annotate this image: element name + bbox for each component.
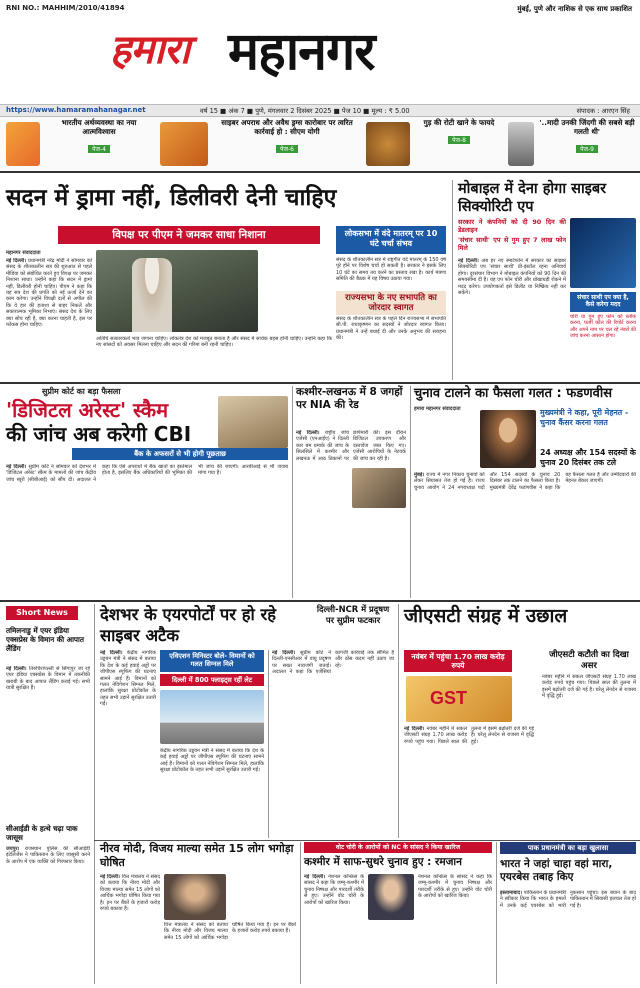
short-news-label: Short News	[6, 606, 78, 620]
editor-credit: संपादक : आरएन सिंह	[576, 107, 630, 115]
side-top-bullets	[458, 218, 566, 252]
pak-body-text: पाकिस्तान के प्रधानमंत्री ने स्वीकार किया कि भारत के हमलों में उनके कई एयरबेस को भारी नुकसान पहुंचा। इस बयान के बाद पाकिस्तान में सियासी हलचल तेज हो गई है।	[500, 890, 636, 909]
side-top-body	[458, 258, 566, 376]
section-divider-1	[0, 382, 640, 384]
teaser-4-thumb	[508, 122, 534, 166]
gst-body	[404, 726, 534, 836]
ncr-headline: दिल्ली-NCR में प्रदूषण पर सुप्रीम फटकार	[316, 604, 390, 625]
teaser-3[interactable]	[414, 118, 504, 170]
column-rule	[94, 604, 95, 984]
pak-body	[500, 890, 636, 982]
column-rule	[410, 386, 411, 598]
column-rule	[452, 180, 453, 380]
lead-body-text: प्रधानमंत्री नरेंद्र मोदी ने सोमवार को संसद के शीतकालीन सत्र की शुरुआत से पहले मीडिया को संबोधित करते हुए विपक्ष पर जमकर निशाना साधा। उन्होंने कहा कि सदन में ड्रामा नहीं, डिलीवरी होनी चाहिए। पीएम ने कहा कि यह सत्र देश की प्रगति को नई ऊर्जा देने का काम करेगा। उन्होंने विपक्षी दलों से अपील की कि वे हार की हताशा से बाहर निकलें और सकारात्मक भूमिका निभाएं। संसद देश के लिए क्या सोच रही है, क्या करना चाहती है, इस पर फोकस होना चाहिए।	[6, 258, 92, 329]
nia-headline: कश्मीर-लखनऊ में 8 जगहों पर NIA की रेड	[296, 386, 403, 411]
airport-headline: देशभर के एयरपोर्टों पर हो रहे साइबर अटैक	[100, 605, 277, 645]
pak-headline: भारत ने जहां चाहा वहां मारा, एयरबेस तबाह किए	[500, 858, 613, 883]
nia-body-text: राष्ट्रीय जांच एजेंसी (एनआईए) ने दिल्ली कार बम धमाके की जांच के सिलसिले में कश्मीर और लखनऊ में आठ ठिकानों पर छापेमारी की। इस दौरान डिजिटल उपकरण और दस्तावेज जब्त किए गए। एजेंसी आरोपियों के नेटवर्क की जांच कर रही है।	[296, 430, 406, 462]
cyber-bar: बैंक के अफसरों से भी होगी पूछताछ	[72, 448, 288, 460]
fadnavis-sub-2: 24 अध्यक्ष और 154 सदस्यों के चुनाव 20 दिसंबर तक टले	[540, 448, 636, 467]
lead-photo-figure	[132, 258, 172, 332]
kashmir-poll-body	[304, 874, 364, 982]
airport-body-continued: केंद्रीय नागरिक उड्डयन मंत्री ने संसद में बताया कि देश के कई हवाई अड्डों पर जीपीएस स्पूफिंग की घटनाएं सामने आई हैं। विमानों को गलत नेविगेशन सिग्नल मिले, हालांकि सुरक्षा प्रोटोकॉल के तहत सभी उड़ानें सुरक्षित उतारी गईं।	[160, 748, 264, 774]
column-rule	[398, 604, 399, 838]
nia-photo	[352, 468, 406, 508]
airport-body-text: केंद्रीय नागरिक उड्डयन मंत्री ने संसद में बताया कि देश के कई हवाई अड्डों पर जीपीएस स्पूफिंग की घटनाएं सामने आई हैं। विमानों को गलत नेविगेशन सिग्नल मिले, हालांकि सुरक्षा प्रोटोकॉल के तहत सभी उड़ानें सुरक्षित उतारी गईं।	[100, 650, 156, 708]
fadnavis-photo	[480, 410, 536, 468]
cyber-photo	[218, 396, 288, 448]
teaser-4-title: '..मादी उनकी जिंदगी की सबसे बड़ी गलती थी'	[539, 118, 635, 136]
nia-dateline: नई दिल्ली।	[296, 430, 320, 436]
short-news-headline-2: सीआईडी के हत्थे चढ़ा पाक जासूस	[6, 824, 78, 842]
masthead-tagline: मुंबई, पुणे और नाशिक से एक साथ प्रकाशित	[517, 5, 632, 13]
cyber-body-text: सुप्रीम कोर्ट ने सोमवार को देशभर में 'डिजिटल अरेस्ट' स्कैम के मामलों की जांच केंद्रीय जांच ब्यूरो (सीबीआई) को सौंप दी। अदालत ने कहा कि ऐसे अपराधों में बैंक खातों का इस्तेमाल होता है, इसलिए बैंक अधिकारियों की भूमिका की भी जांच की जाएगी। आरबीआई से भी जवाब मांगा गया है।	[6, 464, 288, 483]
cyber-body	[6, 464, 288, 596]
fadnavis-headline: चुनाव टालने का फैसला गलत : फडणवीस	[414, 386, 613, 401]
teaser-3-page: पेज-8	[448, 136, 470, 144]
airport-body	[100, 650, 156, 836]
fadnavis-body	[414, 472, 636, 596]
side-top-dateline: नई दिल्ली।	[458, 258, 479, 264]
short-news-body-2	[6, 846, 90, 980]
side-top-body-text: अब हर नए स्मार्टफोन में सरकार का साइबर सिक्योरिटी एप 'संचार साथी' प्री-इंस्टॉल रहना अनिवार्य होगा। दूरसंचार विभाग ने मोबाइल कंपनियों को 90 दिन की समयसीमा दी है। यह एप फोन चोरी और धोखाधड़ी रोकने में मदद करेगा। उपयोगकर्ता इसे डिलीट या निष्क्रिय नहीं कर सकेंगे।	[458, 258, 566, 297]
gst-photo-label: GST	[430, 688, 468, 708]
short-news-body-text: तिरुचिरापल्ली से सिंगापुर जा रहे एयर इंडिया एक्सप्रेस के विमान में तकनीकी खराबी के बाद आपात लैंडिंग कराई गई। सभी यात्री सुरक्षित हैं।	[6, 666, 90, 692]
side-top-phone-image	[570, 218, 636, 288]
masthead-title-black: महानगर	[228, 22, 375, 82]
short-news-body	[6, 666, 90, 816]
short-news-headline: तमिलनाडु में एयर इंडिया एक्सप्रेस के विमान की आपात लैंडिंग	[6, 626, 84, 653]
fadnavis-sub-1: मुख्यमंत्री ने कहा, पूरी मेहनत - चुनाव कैंसर करना गलत	[540, 408, 629, 427]
fadnavis-byline: हमारा महानगर संवाददाता	[414, 406, 461, 412]
rni-number: RNI NO.: MAHHIM/2010/41894	[6, 4, 125, 12]
cyber-headline-1: 'डिजिटल अरेस्ट' स्कैम	[6, 398, 169, 422]
teaser-2[interactable]	[212, 118, 362, 170]
nia-body	[296, 430, 406, 596]
side-top-bullet-1: सरकार ने कंपनियों को दी 90 दिन की डेडलाइन	[458, 218, 566, 234]
fugitives-photo	[164, 874, 226, 920]
gst-headline: जीएसटी संग्रह में उछाल	[404, 605, 568, 627]
lead-headline: सदन में ड्रामा नहीं, डिलीवरी देनी चाहिए	[6, 185, 337, 211]
fugitives-dateline: नई दिल्ली।	[100, 874, 120, 880]
airport-photo	[160, 690, 264, 744]
short-news-dateline: नई दिल्ली।	[6, 666, 27, 672]
side-top-bullet-2: 'संचार साथी' एप से गुम हुए 7 लाख फोन मिले	[458, 236, 566, 252]
column-rule	[268, 650, 269, 838]
short-news-body-text-2: राजस्थान पुलिस की सीआईडी इंटेलिजेंस ने पाकिस्तान के लिए जासूसी करने के आरोप में एक व्यक्ति को गिरफ्तार किया।	[6, 846, 90, 865]
ncr-body-text: सुप्रीम कोर्ट ने दिल्ली-एनसीआर में वायु प्रदूषण पर सख्त नाराजगी जताई। अदालत ने कहा कि एजेंसियां कागजी कार्रवाई तक सीमित हैं और ठोस कदम नहीं उठाए जा रहे।	[272, 650, 394, 676]
teaser-2-thumb	[160, 122, 208, 166]
teaser-1-page: पेज-4	[88, 145, 110, 153]
teaser-3-title: गुड़ की रोटी खाने के फायदे	[423, 118, 495, 127]
masthead-title-red: हमारा	[110, 26, 190, 73]
airport-dateline: नई दिल्ली।	[100, 650, 123, 656]
cyber-dateline: नई दिल्ली।	[6, 464, 27, 470]
issue-line: वर्ष 15 ■ अंक 7 ■ पुणे, मंगलवार 2 दिसंबर 2025 ■ पेज 10 ■ मूल्य : ₹ 5.00	[200, 107, 410, 115]
teaser-1-thumb	[6, 122, 40, 166]
pak-bar: पाक प्रधानमंत्री का बड़ा खुलासा	[500, 842, 636, 854]
short-news-dateline-2: जयपुर।	[6, 846, 20, 852]
airport-bar-2: दिल्ली में 800 फ्लाइट्स रहीं लेट	[160, 674, 264, 686]
column-rule	[496, 842, 497, 984]
rajya-headline: राज्यसभा के नए सभापति का जोरदार स्वागत	[336, 291, 446, 315]
kashmir-poll-body-text: नेशनल कॉन्फ्रेंस के सांसद ने कहा कि जम्मू-कश्मीर में चुनाव निष्पक्ष और पारदर्शी तरीके से हुए। उन्होंने वोट चोरी के आरोपों को खारिज किया।	[304, 874, 364, 906]
lead-dateline: नई दिल्ली।	[6, 258, 27, 264]
vande-bar: लोकसभा में वंदे मातरम् पर 10 घंटे चर्चा संभव	[336, 226, 446, 254]
gst-side-body: नवंबर महीने में सकल जीएसटी संग्रह 1.70 लाख करोड़ रुपये पहुंच गया। पिछले साल की तुलना में इसमें बढ़ोतरी दर्ज की गई है। घरेलू लेनदेन से राजस्व में वृद्धि हुई।	[542, 674, 636, 700]
kashmir-poll-photo	[368, 874, 414, 920]
teaser-1-title: भारतीय अर्थव्यवस्था का नया आत्मविश्वास	[61, 118, 137, 136]
pak-dateline: इस्लामाबाद।	[500, 890, 523, 896]
fadnavis-body-text: राज्य में नगर निकाय चुनावों को लेकर सियासत तेज हो गई है। राज्य चुनाव आयोग ने 24 नगराध्यक्ष पदों और 154 सदस्यों के चुनाव 20 दिसंबर तक टालने का फैसला किया है। मुख्यमंत्री देवेंद्र फडणवीस ने कहा कि यह फैसला गलत है और उम्मीदवारों की मेहनत बेकार जाएगी।	[414, 472, 636, 491]
lead-body	[6, 258, 92, 376]
fugitives-body-text: वित्त मंत्रालय ने संसद को बताया कि नीरव मोदी और विजय माल्या समेत 15 लोगों को आर्थिक भगोड़ा घोषित किया गया है। इन पर बैंकों के हजारों करोड़ रुपये बकाया हैं।	[100, 874, 160, 913]
vande-body: संसद के शीतकालीन सत्र में राष्ट्रगीत वंदे मातरम् के 150 वर्ष पूरे होने पर विशेष चर्चा हो सकती है। सरकार ने इसके लिए 10 घंटे का समय तय करने का प्रस्ताव रखा है। कार्य मंत्रणा समिति की बैठक में यह विषय उठाया गया।	[336, 257, 446, 283]
lead-subhead-bar: विपक्ष पर पीएम ने जमकर साधा निशाना	[58, 226, 320, 244]
lead-photo	[96, 250, 258, 332]
kashmir-poll-bar: वोट चोरी के आरोपों को NC के सांसद ने किया खारिज	[304, 842, 492, 853]
side-top-headline: मोबाइल में देना होगा साइबर सिक्योरिटी एप	[458, 181, 607, 215]
section-divider-2	[0, 600, 640, 602]
section-divider-3	[94, 840, 640, 841]
airport-bar-1: एविएशन मिनिस्टर बोले- विमानों को गलत सिग्नल मिले	[160, 650, 264, 672]
kashmir-poll-body-continued: नेशनल कॉन्फ्रेंस के सांसद ने कहा कि जम्मू-कश्मीर में चुनाव निष्पक्ष और पारदर्शी तरीके से हुए। उन्होंने वोट चोरी के आरोपों को खारिज किया।	[418, 874, 492, 900]
teaser-4-page: पेज-9	[576, 145, 598, 153]
rajya-body: संसद के शीतकालीन सत्र के पहले दिन राज्यसभा में सभापति सी.पी. राधाकृष्णन का सदस्यों ने जोरदार स्वागत किया। प्रधानमंत्री ने उन्हें बधाई दी और उनके अनुभव की सराहना की।	[336, 316, 446, 342]
lead-body-continued: अतिथि सत्कारकर्ता भाव जगाना चाहिए। लोकतंत्र देश को मजबूत बनाता है और संसद में सार्थक बहस होनी चाहिए। उन्होंने कहा कि नए सांसदों को अवसर मिलना चाहिए और सदन की गरिमा बनी रहनी चाहिए।	[96, 336, 332, 349]
teaser-2-title: साइबर अपराध और अवैध ड्रग्स कारोबार पर त्वरित कार्रवाई हो : सीएम योगी	[221, 118, 353, 136]
cyber-kicker: सुप्रीम कोर्ट का बड़ा फैसला	[42, 387, 121, 396]
teaser-4[interactable]	[538, 118, 636, 170]
gst-body-text: नवंबर महीने में सकल जीएसटी संग्रह 1.70 लाख करोड़ रुपये पहुंच गया। पिछले साल की तुलना में इसमें बढ़ोतरी दर्ज की गई है। घरेलू लेनदेन से राजस्व में वृद्धि हुई।	[404, 726, 534, 745]
gst-side-headline: जीएसटी कटौती का दिखा असर	[549, 650, 629, 671]
lead-byline: महानगर संवाददाता	[6, 250, 41, 256]
website-link[interactable]: https://www.hamaramahanagar.net	[6, 106, 146, 114]
column-rule	[292, 386, 293, 598]
ncr-dateline: नई दिल्ली।	[272, 650, 296, 656]
kashmir-poll-headline: कश्मीर में साफ-सुथरे चुनाव हुए : रमजान	[304, 856, 462, 868]
kashmir-poll-dateline: नई दिल्ली।	[304, 874, 326, 880]
fugitives-body-continued: वित्त मंत्रालय ने संसद को बताया कि नीरव मोदी और विजय माल्या समेत 15 लोगों को आर्थिक भगोड़ा घोषित किया गया है। इन पर बैंकों के हजारों करोड़ रुपये बकाया हैं।	[164, 922, 296, 941]
fadnavis-dateline: मुंबई।	[414, 472, 425, 478]
fugitives-body	[100, 874, 160, 982]
ncr-body	[272, 650, 394, 836]
gst-dateline: नई दिल्ली।	[404, 726, 425, 732]
cyber-headline-2: की जांच अब करेगी CBI	[6, 422, 192, 446]
teaser-2-page: पेज-6	[276, 145, 298, 153]
teaser-1[interactable]	[44, 118, 154, 170]
side-top-infobox-title: संचार साथी एप क्या है, कैसे करेगा मदद	[570, 292, 636, 312]
teaser-3-thumb	[366, 122, 410, 166]
side-top-infobox-body: चोरी या गुम हुए फोन को ब्लॉक करना, फर्जी कॉल की रिपोर्ट करना और अपने नाम पर चल रहे नंबरों की जांच करना आसान होगा।	[570, 314, 636, 340]
column-rule	[300, 842, 301, 984]
fugitives-headline: नीरव मोदी, विजय माल्या समेत 15 लोग भगोड़ा घोषित	[100, 842, 294, 869]
gst-sub-bar: नवंबर में पहुंचा 1.70 लाख करोड़ रुपये	[404, 650, 512, 672]
